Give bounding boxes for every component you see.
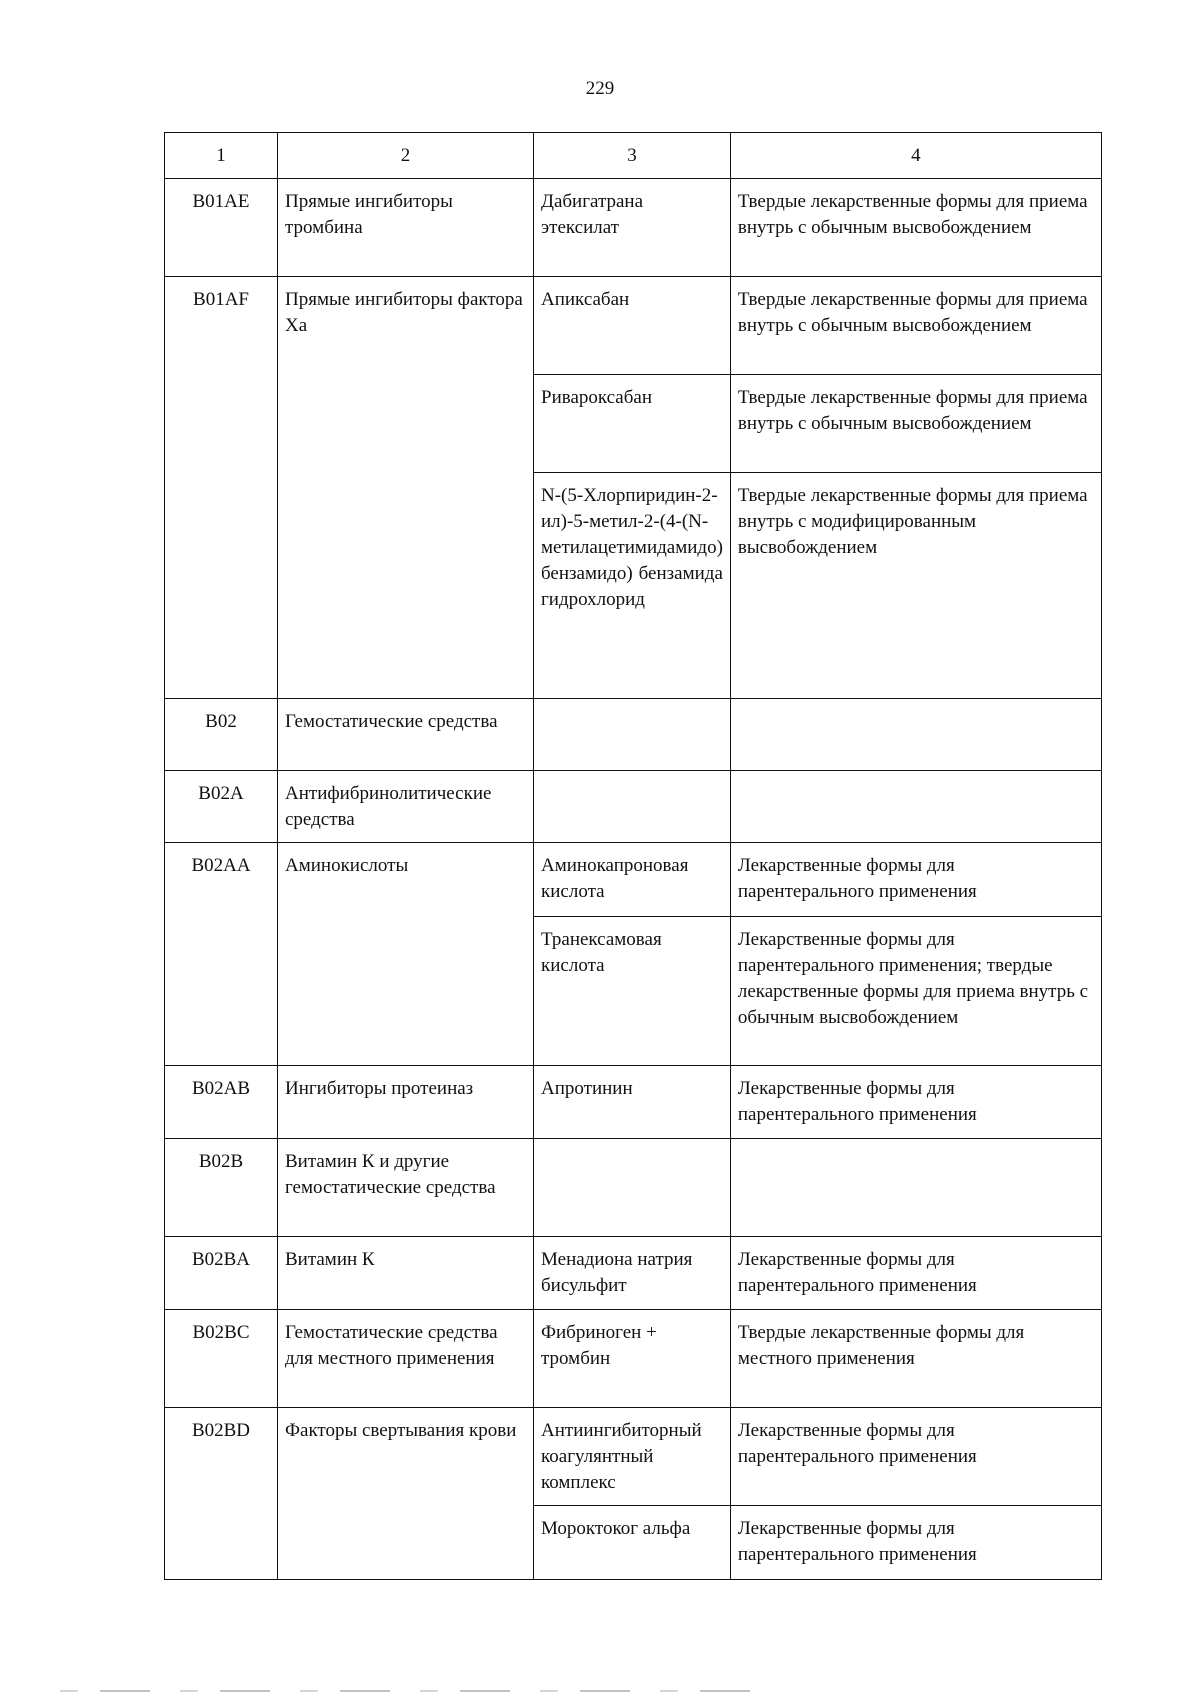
column-header-3: 3: [534, 133, 731, 179]
drug-name: Мороктоког альфа: [534, 1506, 731, 1580]
atc-group: Ингибиторы протеиназ: [278, 1066, 534, 1139]
atc-code: B02A: [165, 771, 278, 843]
table-row: [165, 699, 1102, 771]
atc-code: B02BA: [165, 1237, 278, 1310]
atc-code: B02AA: [165, 843, 278, 1066]
table-row: [165, 771, 1102, 843]
drug-name: Фибриноген + тромбин: [534, 1310, 731, 1408]
drug-name: Аминокапроновая кислота: [534, 843, 731, 917]
atc-group: Прямые ингибиторы тромбина: [278, 179, 534, 277]
atc-code: B02BD: [165, 1408, 278, 1580]
dosage-forms: Твердые лекарственные формы для местного применения: [730, 1310, 1101, 1408]
atc-group: Прямые ингибиторы фактора Ха: [278, 277, 534, 699]
drug-name: Ривароксабан: [534, 375, 731, 473]
column-header-2: 2: [278, 133, 534, 179]
page-number: 229: [585, 78, 615, 99]
atc-group: Факторы свертывания крови: [278, 1408, 534, 1580]
drug-name: Апротинин: [534, 1066, 731, 1139]
dosage-forms: Лекарственные формы для парентерального применения: [730, 1066, 1101, 1139]
table-row: [165, 1310, 1102, 1408]
drug-name: Менадиона натрия бисульфит: [534, 1237, 731, 1310]
table-row: [165, 277, 1102, 375]
column-header-1: 1: [165, 133, 278, 179]
dosage-forms: Твердые лекарственные формы для приема внутрь с обычным высвобождением: [730, 375, 1101, 473]
table-row: [165, 843, 1102, 917]
drug-name: Антиингибиторный коагулянтный комплекс: [534, 1408, 731, 1506]
dosage-forms: Твердые лекарственные формы для приема внутрь с обычным высвобождением: [730, 277, 1101, 375]
table-row: [165, 1408, 1102, 1506]
table-row: [165, 1066, 1102, 1139]
drug-name: [534, 771, 731, 843]
dosage-forms: Лекарственные формы для парентерального применения: [730, 1237, 1101, 1310]
atc-code: B02AB: [165, 1066, 278, 1139]
dosage-forms: Лекарственные формы для парентерального применения: [730, 1408, 1101, 1506]
drug-table: [164, 132, 1102, 1580]
scan-margin-marks: [0, 0, 3, 1701]
table-row: [165, 179, 1102, 277]
dosage-forms: [730, 699, 1101, 771]
table-row: [165, 1139, 1102, 1237]
atc-group: Гемостатические средства: [278, 699, 534, 771]
atc-group: Аминокислоты: [278, 843, 534, 1066]
table-row: [165, 1237, 1102, 1310]
dosage-forms: [730, 771, 1101, 843]
atc-code: B01AF: [165, 277, 278, 699]
dosage-forms: [730, 1139, 1101, 1237]
atc-code: B02: [165, 699, 278, 771]
dosage-forms: Твердые лекарственные формы для приема внутрь с обычным высвобождением: [730, 179, 1101, 277]
drug-name: [534, 699, 731, 771]
drug-name: Транексамовая кислота: [534, 917, 731, 1066]
atc-group: Витамин К: [278, 1237, 534, 1310]
atc-code: B02B: [165, 1139, 278, 1237]
atc-group: Антифибринолитические средства: [278, 771, 534, 843]
table-header-row: [165, 133, 1102, 179]
column-header-4: 4: [730, 133, 1101, 179]
drug-name: Апиксабан: [534, 277, 731, 375]
dosage-forms: Лекарственные формы для парентерального применения; твердые лекарственные формы для приема внутрь с обычным высвобождением: [730, 917, 1101, 1066]
drug-name: [534, 1139, 731, 1237]
atc-code: B01AE: [165, 179, 278, 277]
dosage-forms: Твердые лекарственные формы для приема внутрь с модифицированным высвобождением: [730, 473, 1101, 699]
scan-artifact-line: [60, 1690, 780, 1692]
atc-code: B02BC: [165, 1310, 278, 1408]
dosage-forms: Лекарственные формы для парентерального применения: [730, 843, 1101, 917]
drug-name: Дабигатрана этексилат: [534, 179, 731, 277]
atc-group: Гемостатические средства для местного применения: [278, 1310, 534, 1408]
dosage-forms: Лекарственные формы для парентерального применения: [730, 1506, 1101, 1580]
atc-group: Витамин К и другие гемостатические средства: [278, 1139, 534, 1237]
drug-name: N-(5-Хлорпиридин-2-ил)-5-метил-2-(4-(N-метилацетимидамидо) бензамидо) бензамида гидрохлорид: [534, 473, 731, 699]
